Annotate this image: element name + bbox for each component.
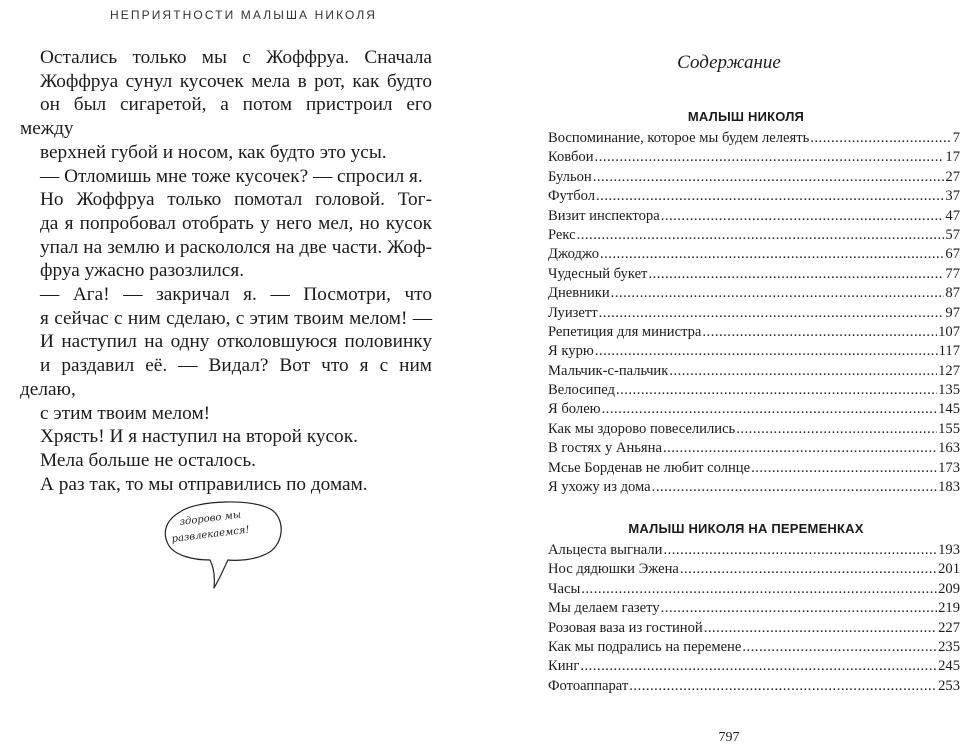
toc-entry-page: 173	[938, 459, 960, 476]
toc-entry-title: Фотоаппарат	[548, 677, 629, 694]
story-paragraph	[20, 188, 432, 283]
toc-entry-title: Дневники	[548, 285, 610, 302]
text-line: — Ага! — закричал я. — Посмотри, что	[40, 284, 432, 306]
dot-leader	[704, 619, 937, 638]
toc-entry[interactable]	[548, 226, 960, 245]
toc-section-1	[548, 129, 960, 497]
toc-entry[interactable]	[548, 619, 960, 638]
toc-entry[interactable]	[548, 207, 960, 226]
page-number: 797	[718, 730, 740, 745]
toc-entry-page: 235	[938, 638, 960, 655]
dot-leader	[599, 304, 945, 323]
text-line: А раз так, то мы отправились по домам.	[40, 473, 368, 495]
toc-entry-page: 27	[945, 168, 960, 185]
toc-entry[interactable]	[548, 265, 960, 284]
text-line: с этим твоим мелом!	[40, 402, 211, 424]
toc-entry-page: 253	[938, 677, 960, 694]
toc-entry[interactable]	[548, 342, 960, 361]
toc-section-2	[548, 541, 960, 696]
dot-leader	[680, 560, 937, 579]
toc-entry-title: Альцеста выгнали	[548, 542, 663, 558]
text-line: упал на землю и раскололся на две части. Жоф-	[40, 236, 432, 258]
toc-entry[interactable]	[548, 187, 960, 206]
text-line: Но Жоффруа только помотал головой. Тог-	[40, 189, 432, 211]
dot-leader	[577, 226, 945, 245]
dot-leader	[669, 362, 937, 381]
section-heading: МАЛЫШ НИКОЛЯ НА ПЕРЕМЕНКАХ	[628, 521, 864, 536]
toc-entry-title: Кинг	[548, 658, 580, 675]
toc-entry-title: Джоджо	[548, 246, 599, 263]
bubble-line-2: развлекаемся!	[171, 524, 251, 545]
toc-entry[interactable]	[548, 381, 960, 400]
toc-entry-title: Бульон	[548, 168, 592, 185]
toc-entry[interactable]	[548, 478, 960, 497]
toc-entry[interactable]	[548, 304, 960, 323]
dot-leader	[742, 638, 937, 657]
toc-entry[interactable]	[548, 459, 960, 478]
text-line: и раздавил её. — Видал? Вот что я с ним делаю,	[20, 355, 432, 400]
toc-entry-page: 117	[938, 343, 960, 360]
dot-leader	[611, 284, 945, 303]
toc-entry[interactable]	[548, 400, 960, 419]
toc-entry-page: 209	[938, 580, 960, 597]
toc-entry-title: Футбол	[548, 188, 596, 205]
toc-entry-title: Луизетт	[548, 304, 598, 321]
toc-entry-title: Как мы здорово повеселились	[548, 420, 736, 437]
dot-leader	[661, 599, 937, 618]
story-paragraph	[20, 449, 432, 473]
dot-leader	[810, 129, 951, 148]
dot-leader	[616, 381, 937, 400]
toc-entry-title: Я ухожу из дома	[548, 479, 651, 496]
toc-entry[interactable]	[548, 284, 960, 303]
toc-title: Содержание	[677, 52, 781, 73]
toc-entry-page: 77	[945, 265, 960, 282]
toc-entry-page: 201	[938, 561, 960, 578]
toc-entry-page: 97	[945, 304, 960, 321]
toc-entry-page: 107	[938, 323, 960, 340]
toc-entry[interactable]	[548, 677, 960, 696]
bubble-line-1: здорово мы	[179, 509, 242, 528]
toc-entry[interactable]	[548, 657, 960, 676]
toc-entry-page: 245	[938, 658, 960, 675]
dot-leader	[595, 148, 945, 167]
text-line: Хрясть! И я наступил на второй кусок.	[40, 426, 358, 448]
toc-entry-title: Я болею	[548, 401, 601, 418]
text-line: я сейчас с ним сделаю, с этим твоим мелом! —	[40, 307, 432, 329]
toc-entry-page: 227	[938, 619, 960, 636]
toc-entry-title: Розовая ваза из гостиной	[548, 619, 703, 636]
toc-entry[interactable]	[548, 148, 960, 167]
toc-entry-page: 183	[938, 479, 960, 496]
toc-entry-page: 193	[938, 542, 960, 558]
dot-leader	[648, 265, 944, 284]
toc-entry-page: 17	[945, 149, 960, 166]
toc-entry-page: 219	[938, 600, 960, 617]
toc-entry-page: 87	[945, 285, 960, 302]
text-line: верхней губой и носом, как будто это усы.	[40, 141, 387, 163]
toc-entry-title: Велосипед	[548, 382, 615, 399]
toc-entry[interactable]	[548, 638, 960, 657]
section-heading: МАЛЫШ НИКОЛЯ	[687, 109, 805, 124]
toc-entry-title: Рекс	[548, 226, 576, 243]
toc-entry-title: Часы	[548, 580, 581, 597]
text-line: фруа ужасно разозлился.	[40, 260, 245, 282]
toc-entry-title: Как мы подрались на перемене	[548, 638, 742, 655]
toc-entry-title: Репетиция для министра	[548, 323, 702, 340]
toc-entry-title: Визит инспектора	[548, 207, 660, 224]
toc-entry-page: 57	[945, 226, 960, 243]
toc-entry-title: Мальчик-с-пальчик	[548, 362, 669, 379]
text-line: Жоффруа сунул кусочек мела в рот, как будто	[40, 70, 432, 92]
dot-leader	[600, 245, 944, 264]
toc-entry[interactable]	[548, 439, 960, 458]
toc-entry[interactable]	[548, 168, 960, 187]
speech-bubble-illustration	[158, 498, 286, 594]
dot-leader	[663, 439, 937, 458]
dot-leader	[581, 580, 937, 599]
dot-leader	[580, 657, 937, 676]
dot-leader	[736, 420, 937, 439]
toc-entry[interactable]	[548, 541, 960, 560]
toc-entry-page: 163	[938, 440, 960, 457]
toc-entry[interactable]	[548, 362, 960, 381]
story-paragraph	[20, 473, 432, 497]
toc-entry-page: 37	[945, 188, 960, 205]
dot-leader	[751, 459, 937, 478]
toc-entry-page: 155	[938, 420, 960, 437]
toc-entry-title: Мы делаем газету	[548, 600, 660, 617]
toc-entry[interactable]	[548, 245, 960, 264]
dot-leader	[596, 187, 944, 206]
text-line: он был сигаретой, а потом пристроил его между	[20, 94, 432, 140]
story-paragraph	[20, 46, 432, 165]
toc-entry[interactable]	[548, 580, 960, 599]
toc-entry[interactable]	[548, 323, 960, 342]
toc-entry-title: Воспоминание, которое мы будем лелеять	[548, 130, 810, 146]
toc-entry[interactable]	[548, 560, 960, 579]
toc-entry[interactable]	[548, 420, 960, 439]
toc-entry-title: Чудесный букет	[548, 265, 648, 282]
text-line: да я попробовал отобрать у него мел, но кусок	[40, 212, 432, 234]
toc-entry-page: 67	[945, 246, 960, 263]
story-text	[20, 46, 432, 496]
toc-entry-page: 127	[938, 362, 960, 379]
toc-entry-title: Ковбои	[548, 149, 594, 166]
toc-entry-page: 145	[938, 401, 960, 418]
toc-entry-title: Мсье Борденав не любит солнце	[548, 459, 751, 476]
toc-entry-title: Я курю	[548, 343, 594, 360]
right-page	[486, 0, 972, 756]
toc-entry-page: 135	[938, 382, 960, 399]
text-line: — Отломишь мне тоже кусочек? — спросил я.	[40, 165, 423, 187]
toc-entry-title: Нос дядюшки Эжена	[548, 561, 679, 578]
story-paragraph	[20, 165, 432, 189]
text-line: И наступил на одну отколовшуюся половинку	[40, 331, 432, 353]
story-paragraph	[20, 283, 432, 425]
text-line: Остались только мы с Жоффруа. Сначала	[40, 47, 432, 68]
text-line: Мела больше не осталось.	[40, 449, 256, 471]
dot-leader	[629, 677, 937, 696]
story-paragraph	[20, 425, 432, 449]
dot-leader	[702, 323, 937, 342]
toc-entry[interactable]	[548, 599, 960, 618]
dot-leader	[661, 207, 945, 226]
dot-leader	[602, 400, 938, 419]
toc-entry[interactable]	[548, 129, 960, 148]
dot-leader	[663, 541, 937, 560]
running-head: НЕПРИЯТНОСТИ МАЛЫША НИКОЛЯ	[110, 8, 378, 22]
dot-leader	[593, 168, 945, 187]
toc-entry-page: 7	[952, 130, 960, 146]
toc-entry-page: 47	[945, 207, 960, 224]
toc-entry-title: В гостях у Аньяна	[548, 440, 662, 457]
dot-leader	[652, 478, 937, 497]
dot-leader	[595, 342, 938, 361]
